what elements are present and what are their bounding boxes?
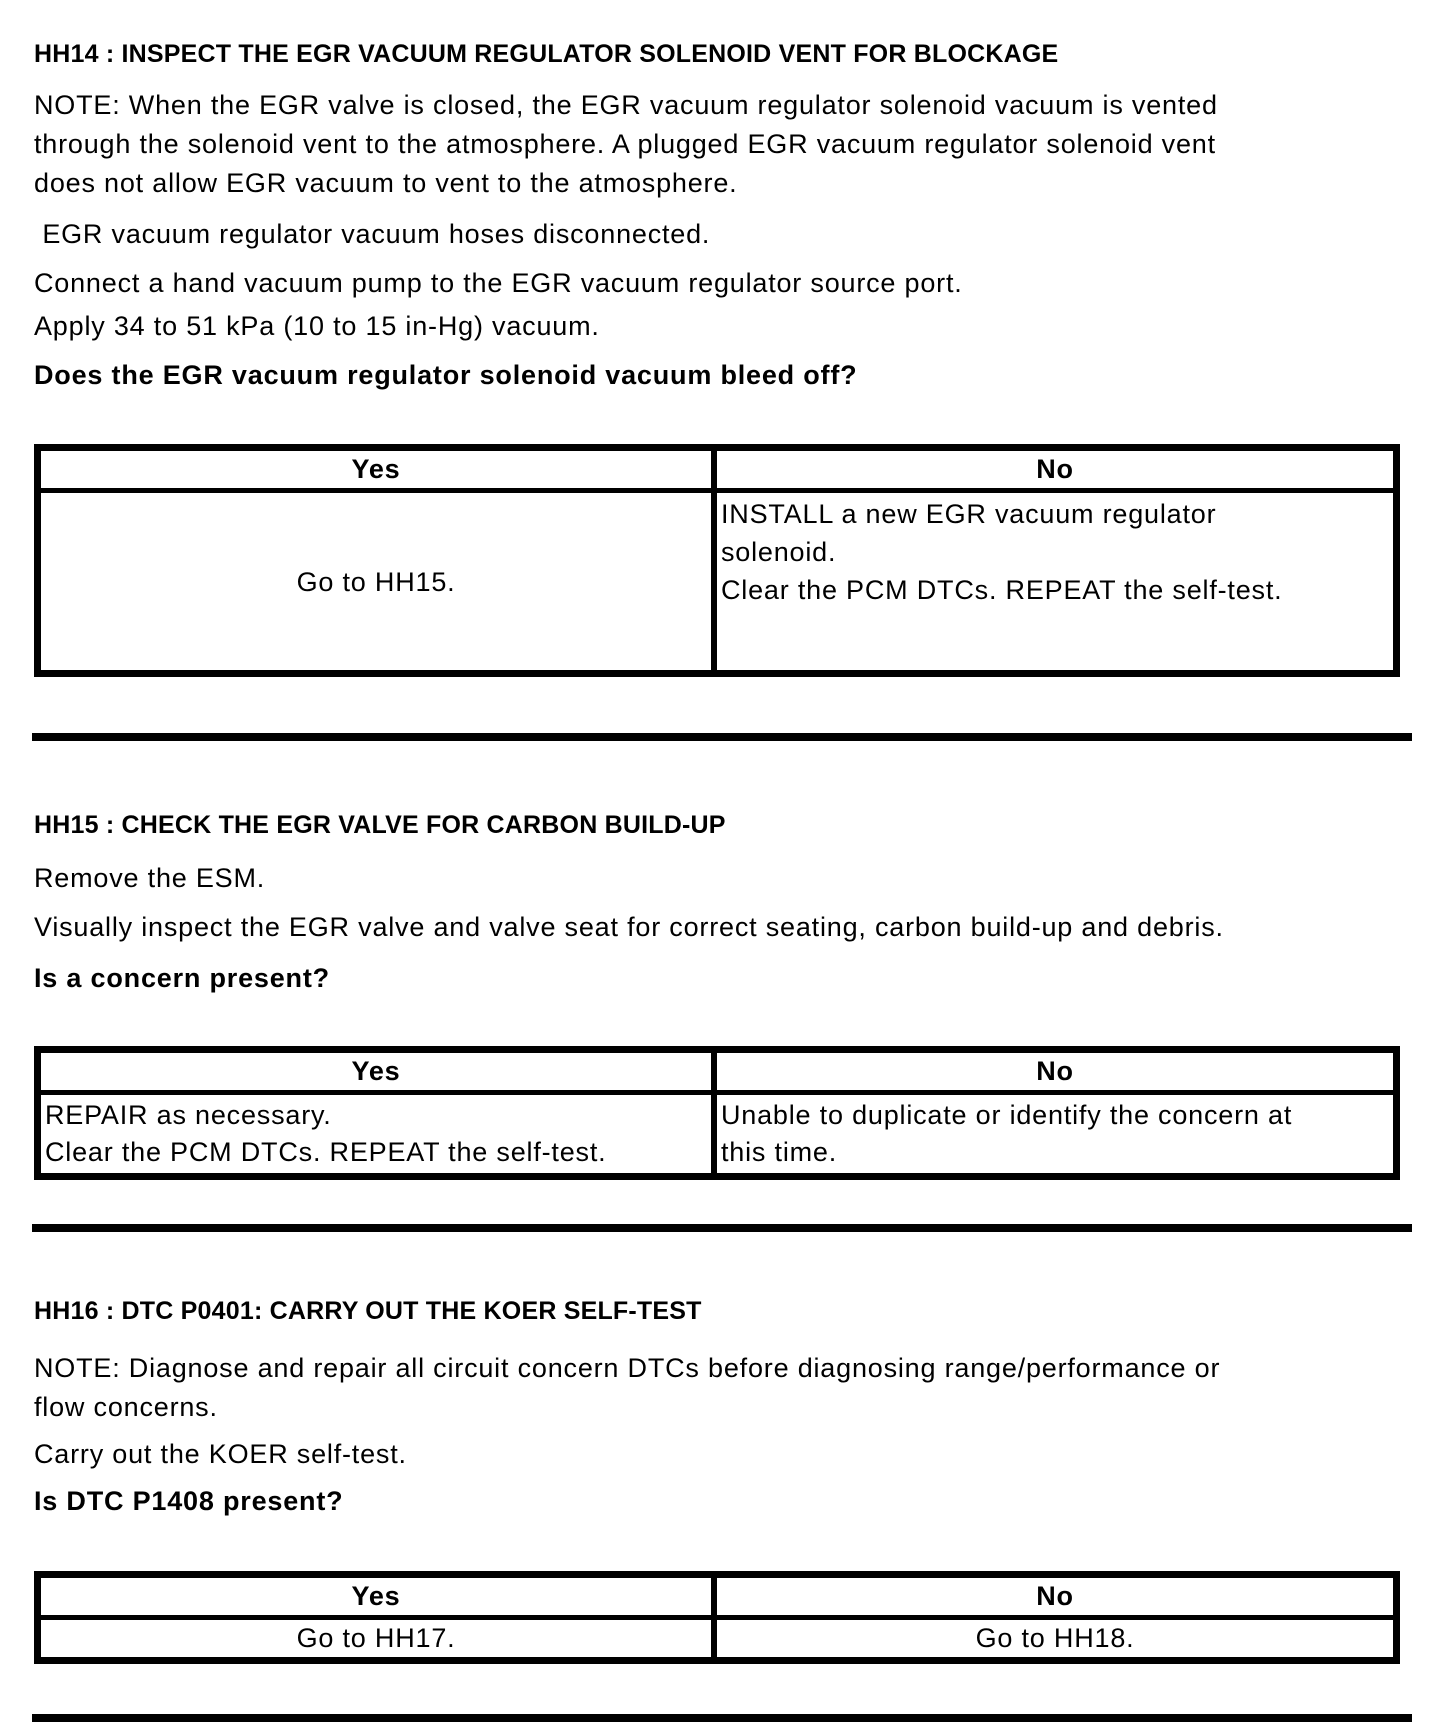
yes-cell — [41, 1095, 717, 1173]
paragraph — [34, 1435, 1456, 1474]
yes-cell — [41, 493, 717, 670]
no-header-cell: No — [717, 1578, 1393, 1620]
no-header-cell: No — [717, 1053, 1393, 1095]
decision-question: Is DTC P1408 present? — [34, 1486, 344, 1516]
text-line: Clear the PCM DTCs. REPEAT the self-test. — [45, 1137, 607, 1167]
paragraph — [34, 908, 1456, 947]
yes-header-cell: Yes — [41, 1578, 717, 1620]
decision-table-hh14 — [34, 444, 1400, 677]
decision-table-hh15 — [34, 1046, 1400, 1180]
text-line: INSTALL a new EGR vacuum regulator — [721, 499, 1217, 529]
section-hh14 — [34, 40, 1456, 741]
yes-cell — [41, 1620, 717, 1657]
text-line: Connect a hand vacuum pump to the EGR vacuum regulator source port. — [34, 268, 963, 298]
text-line: Remove the ESM. — [34, 863, 266, 893]
table-header-row — [41, 1578, 1393, 1620]
text-line: does not allow EGR vacuum to vent to the atmosphere. — [34, 168, 738, 198]
step-heading-hh16: HH16 : DTC P0401: CARRY OUT THE KOER SELF-TEST — [34, 1297, 702, 1325]
section-divider — [32, 1714, 1412, 1722]
yes-header-cell: Yes — [41, 451, 717, 493]
text-line: Unable to duplicate or identify the concern at — [721, 1100, 1293, 1130]
paragraph — [34, 264, 1456, 303]
step-heading-hh14: HH14 : INSPECT THE EGR VACUUM REGULATOR SOLENOID VENT FOR BLOCKAGE — [34, 40, 1059, 68]
section-divider — [32, 1224, 1412, 1232]
text-line: Carry out the KOER self-test. — [34, 1439, 407, 1469]
yes-header-cell: Yes — [41, 1053, 717, 1095]
paragraph — [34, 215, 1456, 254]
text-line: NOTE: When the EGR valve is closed, the EGR vacuum regulator solenoid vacuum is vented — [34, 90, 1218, 120]
text-line: Clear the PCM DTCs. REPEAT the self-test. — [721, 575, 1283, 605]
text-line: flow concerns. — [34, 1392, 218, 1422]
no-header-cell: No — [717, 451, 1393, 493]
text-line: EGR vacuum regulator vacuum hoses disconnected. — [34, 219, 711, 249]
decision-question: Does the EGR vacuum regulator solenoid vacuum bleed off? — [34, 360, 858, 390]
paragraph — [34, 307, 1456, 346]
section-hh15 — [34, 811, 1456, 1232]
note-paragraph — [34, 1349, 1456, 1427]
text-line: solenoid. — [721, 537, 837, 567]
table-body-row — [41, 493, 1393, 670]
table-header-row — [41, 451, 1393, 493]
paragraph — [34, 859, 1456, 898]
step-heading-hh15: HH15 : CHECK THE EGR VALVE FOR CARBON BUILD-UP — [34, 811, 726, 839]
decision-table-hh16 — [34, 1571, 1400, 1664]
text-line: Go to HH18. — [975, 1623, 1135, 1653]
text-line: REPAIR as necessary. — [45, 1100, 332, 1130]
note-paragraph — [34, 86, 1456, 203]
table-body-row — [41, 1620, 1393, 1657]
text-line: Visually inspect the EGR valve and valve seat for correct seating, carbon build-up and debris. — [34, 912, 1224, 942]
text-line: Go to HH15. — [296, 566, 456, 597]
text-line: Apply 34 to 51 kPa (10 to 15 in-Hg) vacuum. — [34, 311, 600, 341]
decision-question: Is a concern present? — [34, 963, 330, 993]
table-body-row — [41, 1095, 1393, 1173]
text-line: Go to HH17. — [296, 1623, 456, 1653]
text-line: through the solenoid vent to the atmosphere. A plugged EGR vacuum regulator solenoid vent — [34, 129, 1216, 159]
section-hh16 — [34, 1297, 1456, 1722]
text-line: this time. — [721, 1137, 838, 1167]
table-header-row — [41, 1053, 1393, 1095]
section-divider — [32, 733, 1412, 741]
no-cell — [717, 1620, 1393, 1657]
no-cell — [717, 1095, 1393, 1173]
no-cell — [717, 493, 1393, 670]
text-line: NOTE: Diagnose and repair all circuit concern DTCs before diagnosing range/performance or — [34, 1353, 1221, 1383]
